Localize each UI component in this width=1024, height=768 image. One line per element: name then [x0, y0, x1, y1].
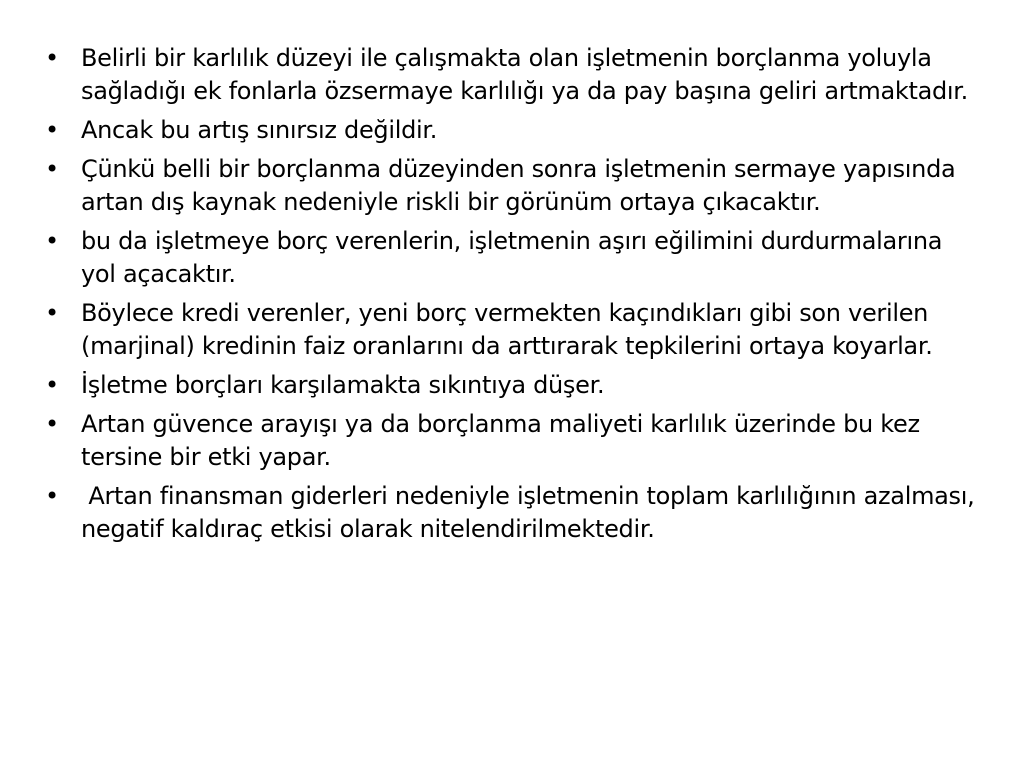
- bullet-item: [45, 369, 975, 402]
- bullet-text: Ancak bu artış sınırsız değildir.: [81, 116, 438, 144]
- bullet-text: bu da işletmeye borç verenlerin, işletmenin aşırı eğilimini durdurmalarına yol açacaktır.: [81, 227, 943, 288]
- bullet-item: [45, 225, 975, 291]
- bullet-item: [45, 114, 975, 147]
- bullet-item: [45, 42, 975, 108]
- bullet-marker: •: [45, 371, 59, 399]
- bullet-list: [45, 42, 982, 552]
- bullet-text: Artan finansman giderleri nedeniyle işletmenin toplam karlılığının azalması, negatif kaldıraç etkisi olarak nitelendirilmektedir.: [81, 482, 982, 543]
- bullet-text: Çünkü belli bir borçlanma düzeyinden sonra işletmenin sermaye yapısında artan dış kaynak nedeniyle riskli bir görünüm ortaya çıkacaktır.: [81, 155, 956, 216]
- bullet-marker: •: [45, 410, 59, 438]
- bullet-item: [45, 408, 975, 474]
- bullet-item: [45, 297, 975, 363]
- bullet-text: İşletme borçları karşılamakta sıkıntıya düşer.: [81, 371, 605, 399]
- bullet-item: [45, 153, 975, 219]
- bullet-marker: •: [45, 44, 59, 72]
- bullet-text: Belirli bir karlılık düzeyi ile çalışmakta olan işletmenin borçlanma yoluyla sağladığı ek fonlarla özsermaye karlılığı ya da pay başına geliri artmaktadır.: [81, 44, 968, 105]
- bullet-marker: •: [45, 116, 59, 144]
- bullet-marker: •: [45, 155, 59, 183]
- bullet-marker: •: [45, 227, 59, 255]
- bullet-text: Böylece kredi verenler, yeni borç vermekten kaçındıkları gibi son verilen (marjinal) kredinin faiz oranlarını da arttırarak tepkilerini ortaya koyarlar.: [81, 299, 933, 360]
- bullet-marker: •: [45, 482, 59, 510]
- bullet-item: [45, 480, 982, 546]
- bullet-marker: •: [45, 299, 59, 327]
- bullet-text: Artan güvence arayışı ya da borçlanma maliyeti karlılık üzerinde bu kez tersine bir etki yapar.: [81, 410, 920, 471]
